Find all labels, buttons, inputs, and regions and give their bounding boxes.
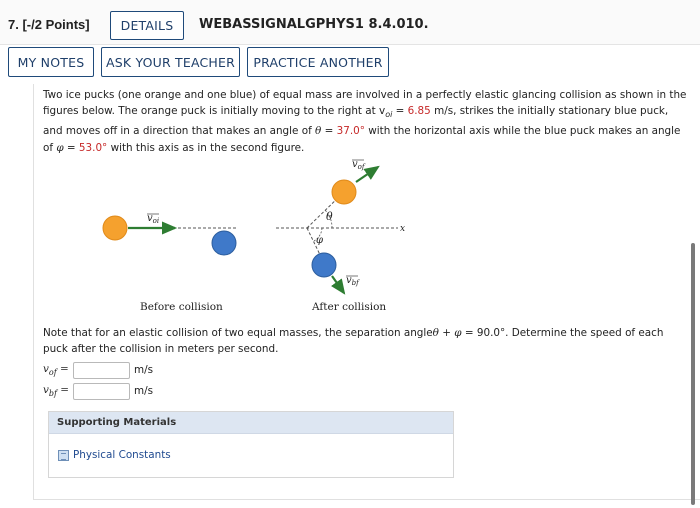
v-bf-arrow	[332, 276, 344, 293]
initial-speed-value: 6.85	[407, 105, 431, 118]
ask-your-teacher-button[interactable]: ASK YOUR TEACHER	[101, 47, 240, 77]
vof-unit: m/s	[134, 364, 154, 376]
vbf-answer-row	[43, 382, 153, 400]
theta-label: θ	[326, 210, 333, 223]
blue-puck-before	[212, 231, 236, 255]
question-points-label: 7. [-/2 Points]	[8, 17, 90, 32]
v-bf-label: $v_{bf}$	[346, 275, 359, 287]
after-caption: After collision	[312, 301, 387, 313]
table-icon	[58, 450, 69, 461]
physical-constants-label[interactable]: Physical Constants	[73, 449, 171, 461]
theta-value: 37.0°	[336, 125, 365, 138]
vof-answer-row	[43, 361, 153, 379]
problem-statement: Two ice pucks (one orange and one blue) of equal mass are involved in a perfectly elastic glancing collision as shown in the figures below. The orange puck is initially moving to the right at $v_{oi} = 6.85$ m/s, strikes the initially stationary blue puck, and moves off in a direction that makes an angle of θ = 37.0° with the horizontal axis while the blue puck makes an angle of φ = 53.0° with this axis as in the second figure.	[43, 89, 687, 154]
before-caption: Before collision	[140, 301, 223, 313]
note-text: Note that for an elastic collision of two equal masses, the separation angleθ + φ = 90.0°. Determine the speed of each puck after the collision in meters per second.	[43, 327, 664, 356]
phi-value: 53.0°	[78, 141, 108, 154]
supporting-materials-panel	[48, 411, 454, 478]
vof-label: $v_{of}$ =	[43, 363, 69, 377]
physical-constants-link[interactable]	[58, 449, 171, 461]
v-oi-label: $v_{oi}$	[147, 213, 160, 225]
phi-label: φ	[316, 235, 324, 246]
orange-puck-before	[103, 216, 127, 240]
details-button[interactable]: DETAILS	[110, 11, 184, 40]
problem-code: WEBASSIGNALGPHYS1 8.4.010.	[199, 17, 429, 32]
blue-puck-after	[312, 253, 336, 277]
vof-input[interactable]	[73, 362, 130, 379]
vbf-input[interactable]	[73, 383, 130, 400]
vbf-label: $v_{bf}$ =	[43, 384, 69, 398]
x-axis-label: x	[400, 224, 406, 234]
v-of-label: $v_{of}$	[352, 159, 365, 171]
collision-figure	[80, 150, 440, 318]
supporting-materials-title: Supporting Materials	[49, 412, 453, 434]
my-notes-button[interactable]: MY NOTES	[8, 47, 94, 77]
orange-puck-after	[332, 180, 356, 204]
vbf-unit: m/s	[134, 385, 154, 397]
practice-another-button[interactable]: PRACTICE ANOTHER	[247, 47, 389, 77]
vertical-scrollbar[interactable]	[691, 243, 695, 505]
